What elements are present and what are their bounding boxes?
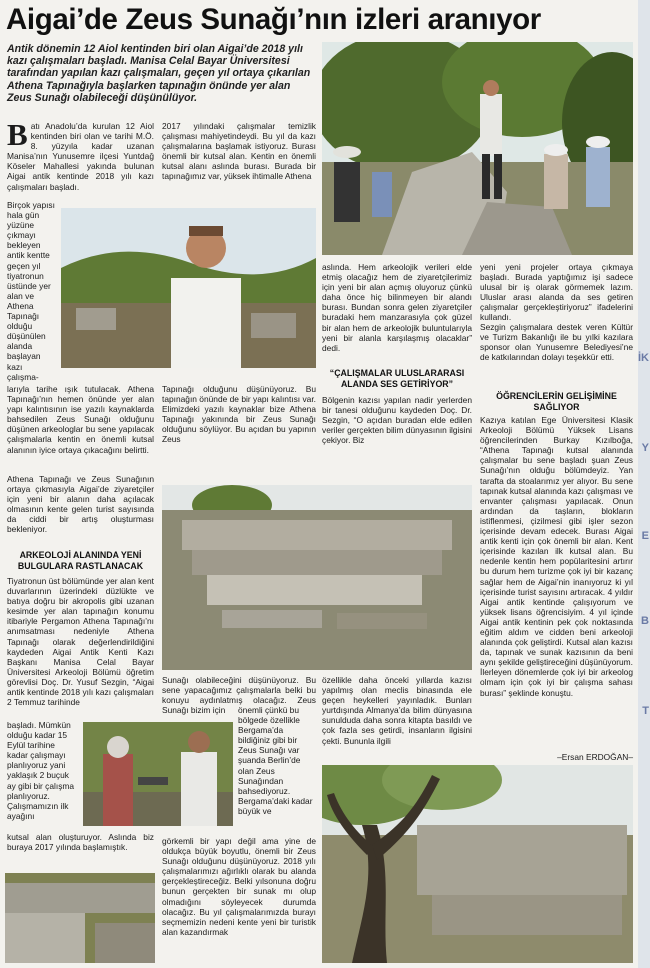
photo-olive-tree-ruins — [322, 765, 633, 963]
subhead-students: ÖĞRENCİLERİN GELİŞİMİNE SAĞLIYOR — [496, 391, 617, 412]
body-col2-end: görkemli bir yapı değil ama yine de oldukça büyük boyutlu, önemli bir Zeus Sunağı olduğunu düşünüyoruz. 2018 yılı çalışmalarımızı ağırlıklı olarak bu alanda gerçekleştireceğiz. Belki yılsonuna doğru bunun gerçekten bir sunak mı olup olmadığını söyleyecek durumda olacağız. Bu yıl çalışmalarımızda burayı seçmemizin nedeni kente yeni bir turistik alan kazandırmak — [162, 836, 316, 937]
subhead-international: “ÇALIŞMALAR ULUSLARARASI ALANDA SES GETİRİYOR” — [329, 368, 465, 389]
body-col1-after: larıyla tarihe ışık tutulacak. Athena Tapınağı’nın hemen önünde yer alan yapı kalıntısının ise yazılı kaynaklarda bahsedilen Zeus Sunağı olduğunu düşünen arkeologlar bu sene yapılacak çalışmalarla kentin en önemli kutsal alanının iyice ortaya çıkacağını belirtti. — [7, 384, 154, 455]
subhead-archaeology: ARKEOLOJİ ALANINDA YENİ BULGULARA RASTLANACAK — [17, 550, 144, 571]
edge-letter: İK — [638, 352, 649, 364]
body-col3-bot: özellikle daha önceki yıllarda kazısı yapılmış olan meclis binasında ele geçen heykelleri yayınladık. Bunları yurtdışında Almanya’da bilim dünyasına sunulduda daha sonra kitapta basıldı ve çok fazla ses getirdi, insanların ilgisini çekti. Bununla ilgili — [322, 675, 472, 746]
photo-professor — [61, 208, 316, 368]
body-col1-p3: Tiyatronun üst bölümünde yer alan kent duvarlarının üzerindeki düzlükte ve batıya doğru bir akropolis gibi uzanan kesimde yer alan tapınağın konumu itibariyle Pergamon Athena Tapınağı’nı anımsatması nedeniyle Athena Tapınağı olarak değerlendirildiğini kaydeden Aigai Antik Kenti Kazı Başkanı Manisa Celal Bayar Üniversitesi Arkeoloji Bölümü öğretim görevlisi Doç. Dr. Yusuf Sezgin, “Aigai antik kentinde 2018 yılı kazı çalışmaları 2 Temmuz tarihinde — [7, 576, 154, 708]
body-col1-end: kutsal alan oluşturuyor. Aslında biz buraya 2017 yılında başlamıştık. — [7, 832, 154, 853]
edge-letter: B — [641, 615, 649, 627]
photo-students — [83, 722, 233, 826]
body-col4-p3: Kazıya katılan Ege Üniversitesi Klasik Arkeoloji Bölümü Yüksek Lisans öğrencilerinden Burkay Kızılboğa, “Athena Tapınağı kutsal alanında çalışmalar bu sene başladı şuan Zeus Sunağı’nın olduğu bölümdeyiz. Yan tarafta da stoalarımız yer alıyor. Bu sene tapınak kutsal alanında kazı çalışması ve envanter çalışması yapılacak. Onun ardından da taşların, blokların istiflenmesi, çizilmesi gibi işler sezon içerisinde devam edecek. Burası Aigai antik kenti için çok önemli bir alan. Kent içerisinde kazılan ilk kutsal alan. Bu nedenle kentin hem popülaritesini artırır bu durum hem turizme çok iyi bir kazanç sağlar hem de Aigai’nin inanıyoruz ki yıl içerisinde turist sayısını artıracak. 4 yıldır Aigai antik kentinde çalışıyorum ve yüksek lisans öğrencisiyim. 4 yıl içinde Aigai antik kentinin pek çok noktasında eğitim aldım ve cidden beni arkeoloji alanında çok geliştirdi. Kutsal alan kazısı da, tapınak ve sunak kazısının da beni aynı şekilde geliştireceğini düşünüyorum. İlerleyen dönemlerde çok iyi bir arkeolog olmam için çok iyi bir çalışma sahası burası” şeklinde konuştu. — [480, 415, 633, 698]
body-col4-top: yeni yeni projeler ortaya çıkmaya başladı. Burada yaptığımız işi sadece ulusal bir iş olarak görmemek lazım. Uluslar arası alanda da ses getiren çalışmalar gerçekleştiriyoruz” ifadelerini kullandı. — [480, 262, 633, 323]
intro-text: atı Anadolu’da kurulan 12 Aiol kentinden biri olan ve tarihi M.Ö. 8. yüzyıla kadar uzanan Manisa’nın Yunusemre ilçesi Yuntdağ Köseler Mahallesi yakında bulunan Aigai antik kentinde 2018 yılı kazı çalışmaları başladı. — [7, 121, 154, 192]
body-col2-side: önemli çünkü bu bölgede özellikle Bergama’da bildiğiniz gibi bir Zeus Sunağı var şuanda Berlin’de olan Zeus Sunağından bahsediyoruz. Bergama’daki kadar büyük ve — [238, 705, 313, 816]
lead-paragraph: Antik dönemin 12 Aiol kentinden biri olan Aigai’de 2018 yılı kazı çalışmaları başladı. Manisa Celal Bayar Üniversitesi tarafından yapılan kazı çalışmaları, geçen yıl ortaya çıkarılan Athena Tapınağıyla başlarken tapınağın önünde yer alan Zeus Sunağı olabileceği düşünülüyor. — [7, 43, 311, 104]
body-col2-mid: Tapınağı olduğunu düşünüyoruz. Bu tapınağın önünde de bir yapı kalıntısı var. Elimizdeki yazılı kaynaklar bize Athena Tapınağı yakınında bir Zeus Sunağı olduğunu söylüyor. Bu açıdan bu yapının Zeus — [162, 384, 316, 445]
adjacent-page-edge — [638, 0, 650, 968]
headline: Aigai’de Zeus Sunağı’nın izleri aranıyor — [6, 3, 541, 36]
drop-cap: B — [7, 117, 28, 152]
photo-ruins-bottom-left — [5, 873, 155, 963]
body-col1-p2: Athena Tapınağı ve Zeus Sunağının ortaya çıkmasıyla Aigai’de ziyaretçiler için yeni bir alanın daha açılacak olmasının kente gelen turist sayısında da ciddi bir artış oluşturması bekleniyor. — [7, 474, 154, 535]
body-col1-side: Birçok yapısı hala gün yüzüne çıkmayı bekleyen antik kentte geçen yıl tiyatronun üstünde yer alan ve Athena Tapınağı olduğu düşünülen alanda başlayan kazı çalışma- — [7, 200, 55, 382]
edge-letter: Y — [641, 442, 649, 454]
photo-excavation-team — [322, 42, 633, 255]
body-col1-side2: başladı. Mümkün olduğu kadar 15 Eylül tarihine kadar çalışmayı planlıyoruz yani yaklaşık 2 buçuk ay gibi bir çalışma planlıyoruz. Çalışmamızın ilk ayağını — [7, 720, 75, 821]
edge-letter: T — [642, 705, 649, 717]
body-col2-bot: Sunağı olabileceğini düşünüyoruz. Bu sene yapacağımız çalışmalarla belki bu konuyu aydınlatmış olacağız. Zeus Sunağı bizim için — [162, 675, 316, 716]
body-col3-p2: Bölgenin kazısı yapılan nadir yerlerden bir tanesi olduğunu kaydeden Doç. Dr. Sezgin, “O açıdan buradan elde edilen veriler gerçekten bilim dünyasının ilgisini çekiyor. Biz — [322, 395, 472, 446]
photo-altar-ruins — [162, 485, 472, 670]
byline: –Ersan ERDOĞAN– — [557, 752, 633, 762]
edge-letter: E — [641, 530, 649, 542]
body-col2-top: 2017 yılındaki çalışmalar temizlik çalışması mahiyetindeydi. Bu yıl da kazı çalışmalarına başlamak istiyoruz. Burası önemli bir kutsal alan. Kentin en önemli kutsal alanı aslında burası. Burada bir tapınağımız var, yüksek ihtimalle Athena — [162, 121, 316, 182]
body-col4-p2: Sezgin çalışmalara destek veren Kültür ve Turizm Bakanlığı ile bu yılki kazılara sponsor olan Yunusemre Belediyesi’ne de katkılarından dolayı teşekkür etti. — [480, 322, 633, 363]
body-col1-intro — [7, 117, 154, 192]
body-col3-top: aslında. Hem arkeolojik verileri elde etmiş olacağız hem de ziyaretçilerimiz için yeni bir alan açmış oluyoruz çünkü daha önce hiç bilinmeyen bir alandı burası. Bundan sonra gelen ziyaretçiler buradaki hem manzarasıyla çok güzel bir alan hem de arkeolojik buluntularıyla yeni bir alanla karşılaşmış olacaklar” dedi. — [322, 262, 472, 353]
